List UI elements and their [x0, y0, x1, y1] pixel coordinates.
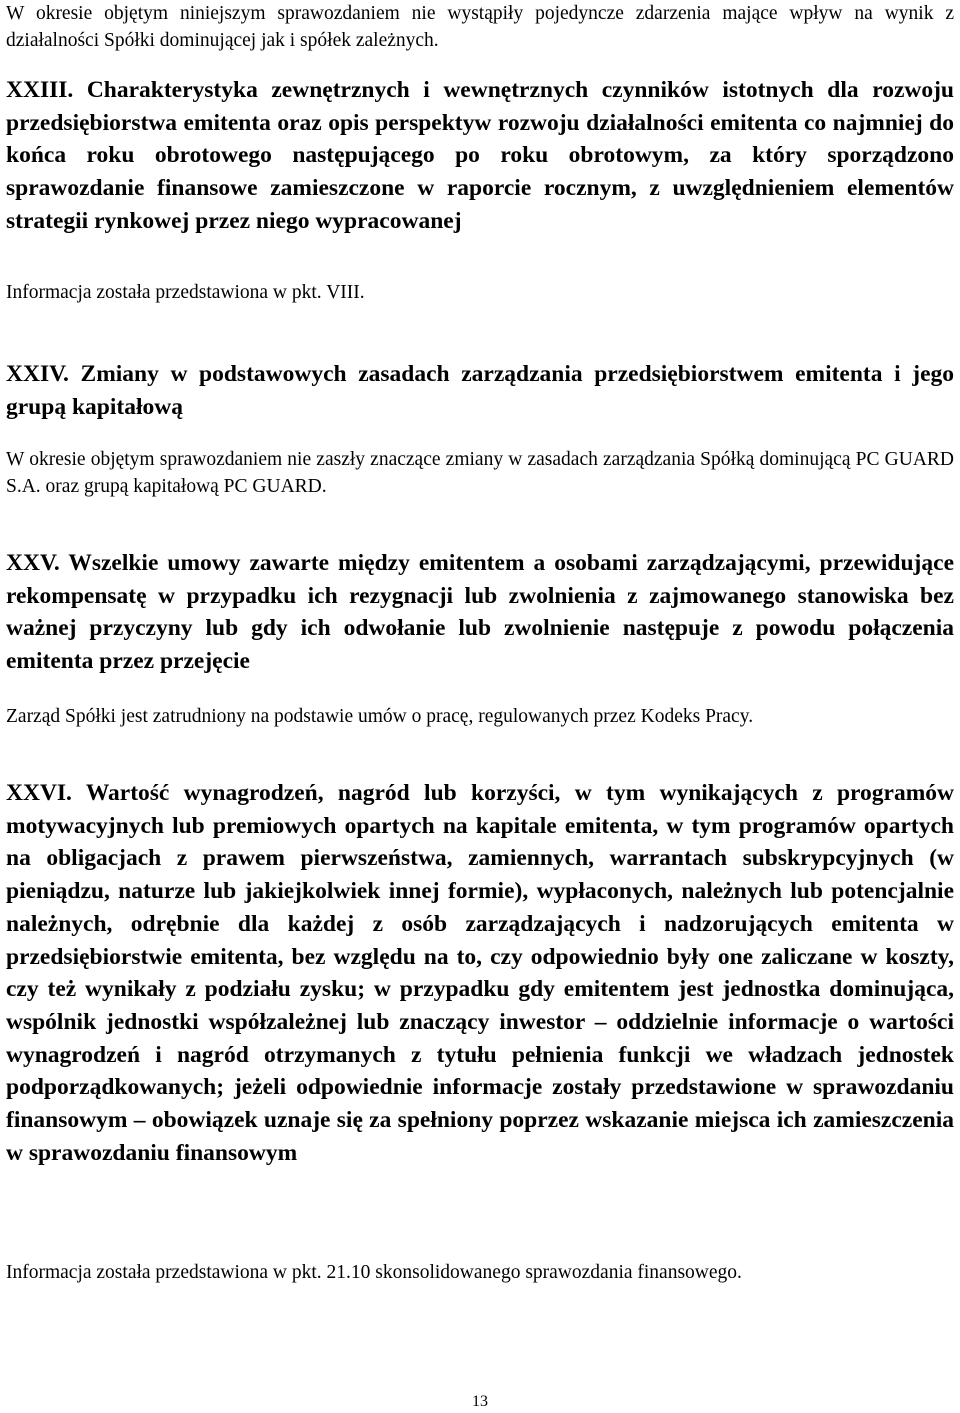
section-heading-text: Zmiany w podstawowych zasadach zarządzania przedsiębiorstwem emitenta i jego grupą kapitałową [6, 361, 955, 420]
section-heading-xxv [6, 547, 954, 678]
section-number: XXVI. [6, 780, 72, 806]
page-number: 13 [472, 1393, 488, 1410]
section-body-xxvi: Informacja została przedstawiona w pkt. 21.10 skonsolidowanego sprawozdania finansowego. [6, 1262, 742, 1283]
section-body-xxiii: Informacja została przedstawiona w pkt. VIII. [6, 282, 365, 303]
section-heading-xxiv [6, 358, 954, 423]
section-heading-text: Wszelkie umowy zawarte między emitentem a osobami zarządzającymi, przewidujące rekompensatę w przypadku ich rezygnacji lub zwolnienia z zajmowanego stanowiska bez ważnej przyczyny lub gdy ich odwołanie lub zwolnienie następuje z powodu połączenia emitenta przez przejęcie [6, 550, 954, 675]
section-heading-xxiii [6, 74, 954, 238]
section-body-xxiv: W okresie objętym sprawozdaniem nie zaszły znaczące zmiany w zasadach zarządzania Spółką dominującą PC GUARD S.A. oraz grupą kapitałową PC GUARD. [6, 449, 954, 497]
section-heading-text: Wartość wynagrodzeń, nagród lub korzyści, w tym wynikających z programów motywacyjnych lub premiowych opartych na kapitale emitenta, w tym programów opartych na obligacjach z prawem pierwszeństwa, zamiennych, warrantach subskrypcyjnych (w pieniądzu, naturze lub jakiejkolwiek innej formie), wypłaconych, należnych lub potencjalnie należnych, odrębnie dla każdej z osób zarządzających i nadzorujących emitenta w przedsiębiorstwie emitenta, bez względu na to, czy odpowiednio były one zaliczane w koszty, czy też wynikały z podziału zysku; w przypadku gdy emitentem jest jednostka dominująca, wspólnik jednostki współzależnej lub znaczący inwestor – oddzielnie informacje o wartości wynagrodzeń i nagród otrzymanych z tytułu pełnienia funkcji we władzach jednostek podporządkowanych; jeżeli odpowiednie informacje zostały przedstawione w sprawozdaniu finansowym – obowiązek uznaje się za spełniony poprzez wskazanie miejsca ich zamieszczenia w sprawozdaniu finansowym [6, 780, 954, 1166]
section-number: XXIV. [6, 361, 69, 387]
section-heading-text: Charakterystyka zewnętrznych i wewnętrznych czynników istotnych dla rozwoju przedsiębiorstwa emitenta oraz opis perspektyw rozwoju działalności emitenta co najmniej do końca roku obrotowego następującego po roku obrotowym, za który sporządzono sprawozdanie finansowe zamieszczone w raporcie rocznym, z uwzględnieniem elementów strategii rynkowej przez niego wypracowanej [6, 77, 954, 234]
section-body-xxv: Zarząd Spółki jest zatrudniony na podstawie umów o pracę, regulowanych przez Kodeks Pracy. [6, 706, 754, 727]
intro-paragraph: W okresie objętym niniejszym sprawozdaniem nie wystąpiły pojedyncze zdarzenia mające wpływ na wynik z działalności Spółki dominującej jak i spółek zależnych. [6, 3, 954, 51]
section-heading-xxvi [6, 777, 954, 1169]
section-number: XXIII. [6, 77, 74, 103]
section-number: XXV. [6, 550, 60, 576]
